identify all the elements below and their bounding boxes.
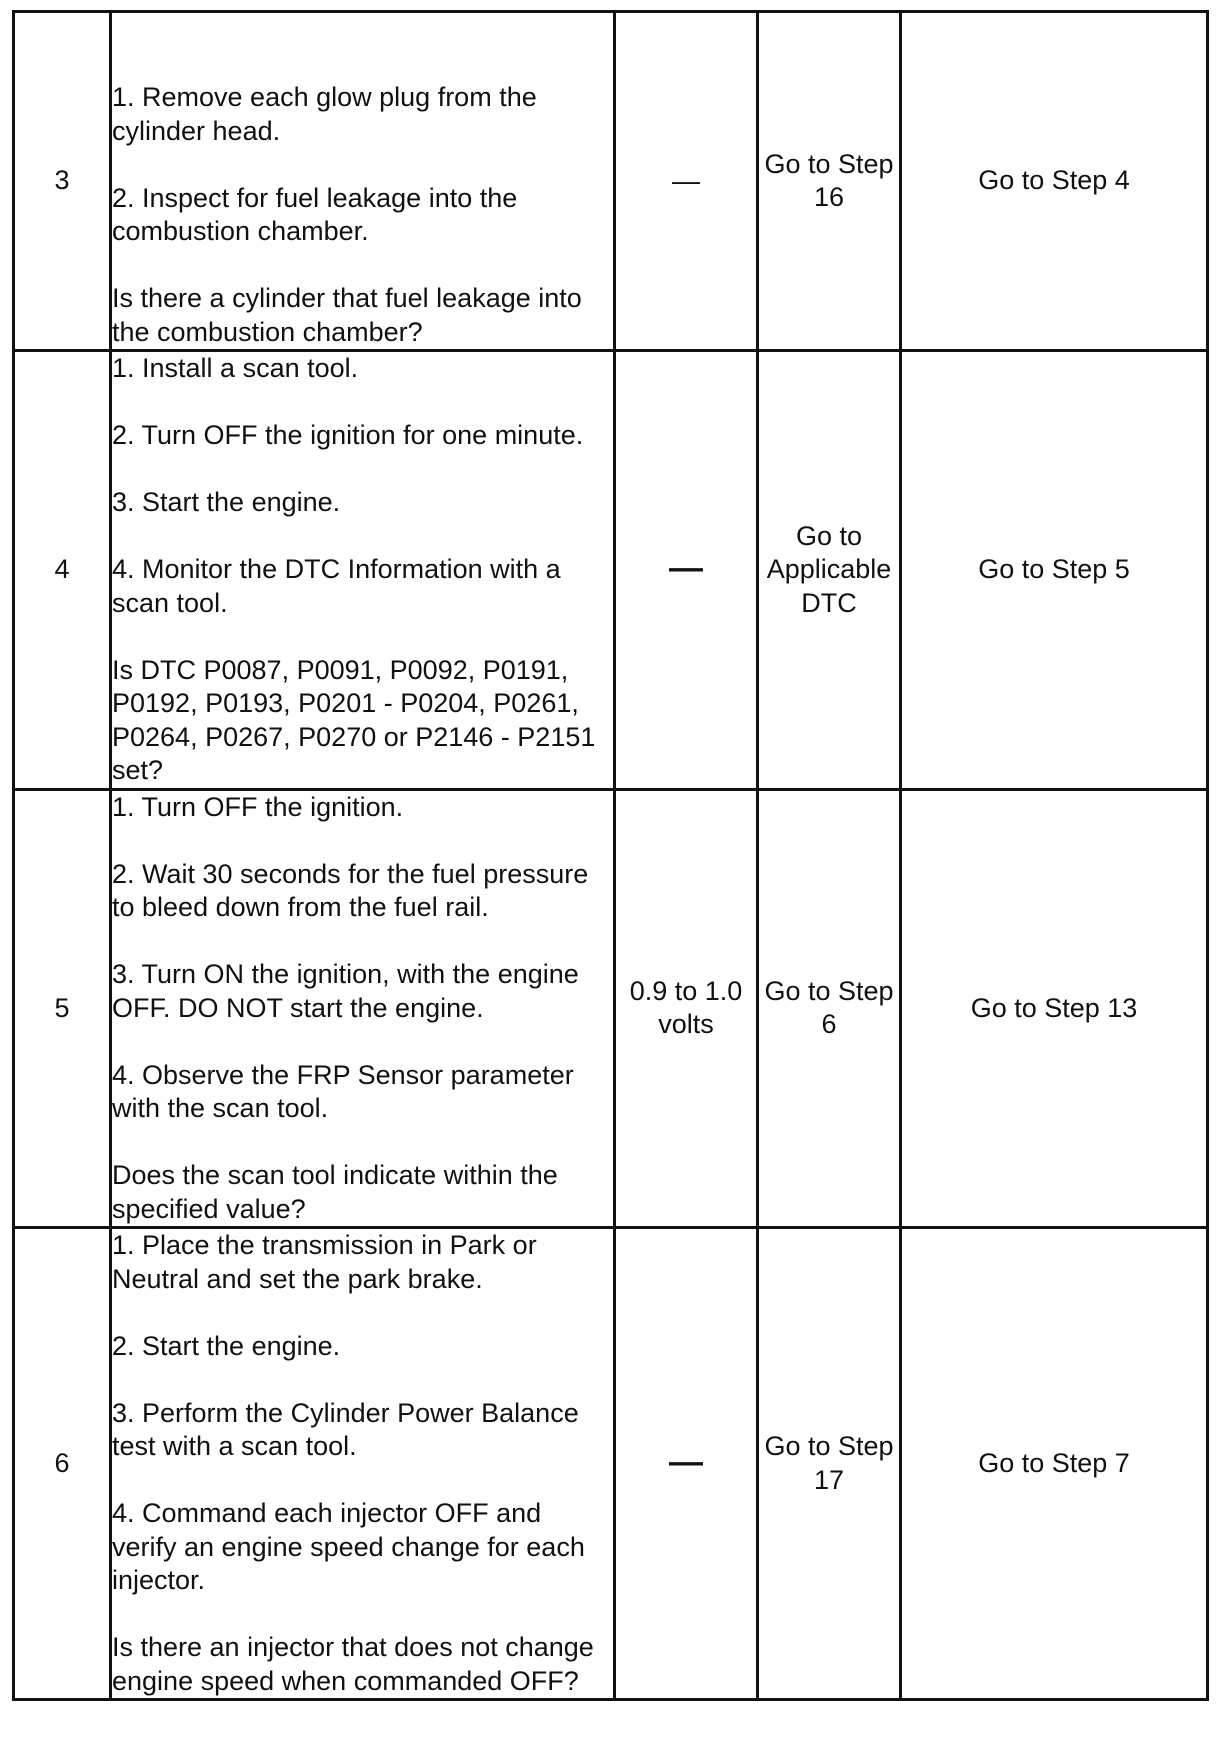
action-question: Is there an injector that does not change engine speed when commanded OFF? [112,1632,594,1696]
action-line: 4. Command each injector OFF and verify an engine speed change for each injector. [112,1498,585,1595]
yes-cell: Go to Step 6 [758,789,901,1228]
no-cell: Go to Step 4 [901,12,1208,351]
action-line: 1. Place the transmission in Park or Neutral and set the park brake. [112,1230,537,1294]
value-text: — [669,549,703,587]
action-line: 2. Start the engine. [112,1330,341,1361]
action-line: 1. Remove each glow plug from the cylinder head. [112,82,537,146]
action-line: 2. Turn OFF the ignition for one minute. [112,420,584,450]
value-cell: 0.9 to 1.0 volts [615,789,758,1228]
no-cell: Go to Step 7 [901,1228,1208,1700]
action-line: 4. Observe the FRP Sensor parameter with the scan tool. [112,1059,574,1123]
action-line: 3. Perform the Cylinder Power Balance test with a scan tool. [112,1397,579,1461]
yes-cell: Go to Applicable DTC [758,351,901,790]
yes-cell: Go to Step 17 [758,1228,901,1700]
yes-cell: Go to Step 16 [758,12,901,351]
action-question: Is there a cylinder that fuel leakage into the combustion chamber? [112,283,582,347]
diagnostic-table [12,10,1209,1701]
action-cell [111,351,615,790]
action-line: 3. Turn ON the ignition, with the engine OFF. DO NOT start the engine. [112,959,579,1023]
value-text: — [672,164,700,196]
value-text: — [669,1442,703,1481]
table-row-step-6 [14,1228,1208,1700]
action-line: 2. Wait 30 seconds for the fuel pressure to bleed down from the fuel rail. [112,858,589,922]
step-number: 5 [14,789,111,1228]
action-question: Is DTC P0087, P0091, P0092, P0191, P0192, P0193, P0201 - P0204, P0261, P0264, P0267, P0270 or P2146 - P2151 set? [112,654,596,785]
diagnostic-table-wrapper [12,10,1209,1701]
no-cell: Go to Step 5 [901,351,1208,790]
action-question: Does the scan tool indicate within the specified value? [112,1160,558,1224]
action-cell [111,789,615,1228]
step-number: 3 [14,12,111,351]
action-cell [111,1228,615,1700]
action-line: 4. Monitor the DTC Information with a scan tool. [112,554,561,618]
action-line: 1. Turn OFF the ignition. [112,791,404,822]
value-cell [615,12,758,351]
value-cell [615,1228,758,1700]
action-line: 2. Inspect for fuel leakage into the combustion chamber. [112,182,518,246]
action-line: 3. Start the engine. [112,487,341,517]
table-row-step-5 [14,789,1208,1228]
value-cell [615,351,758,790]
table-row-step-3 [14,12,1208,351]
step-number: 6 [14,1228,111,1700]
step-number: 4 [14,351,111,790]
no-cell: Go to Step 13 [901,789,1208,1228]
table-row-step-4 [14,351,1208,790]
action-line: 1. Install a scan tool. [112,353,359,383]
action-cell [111,12,615,351]
